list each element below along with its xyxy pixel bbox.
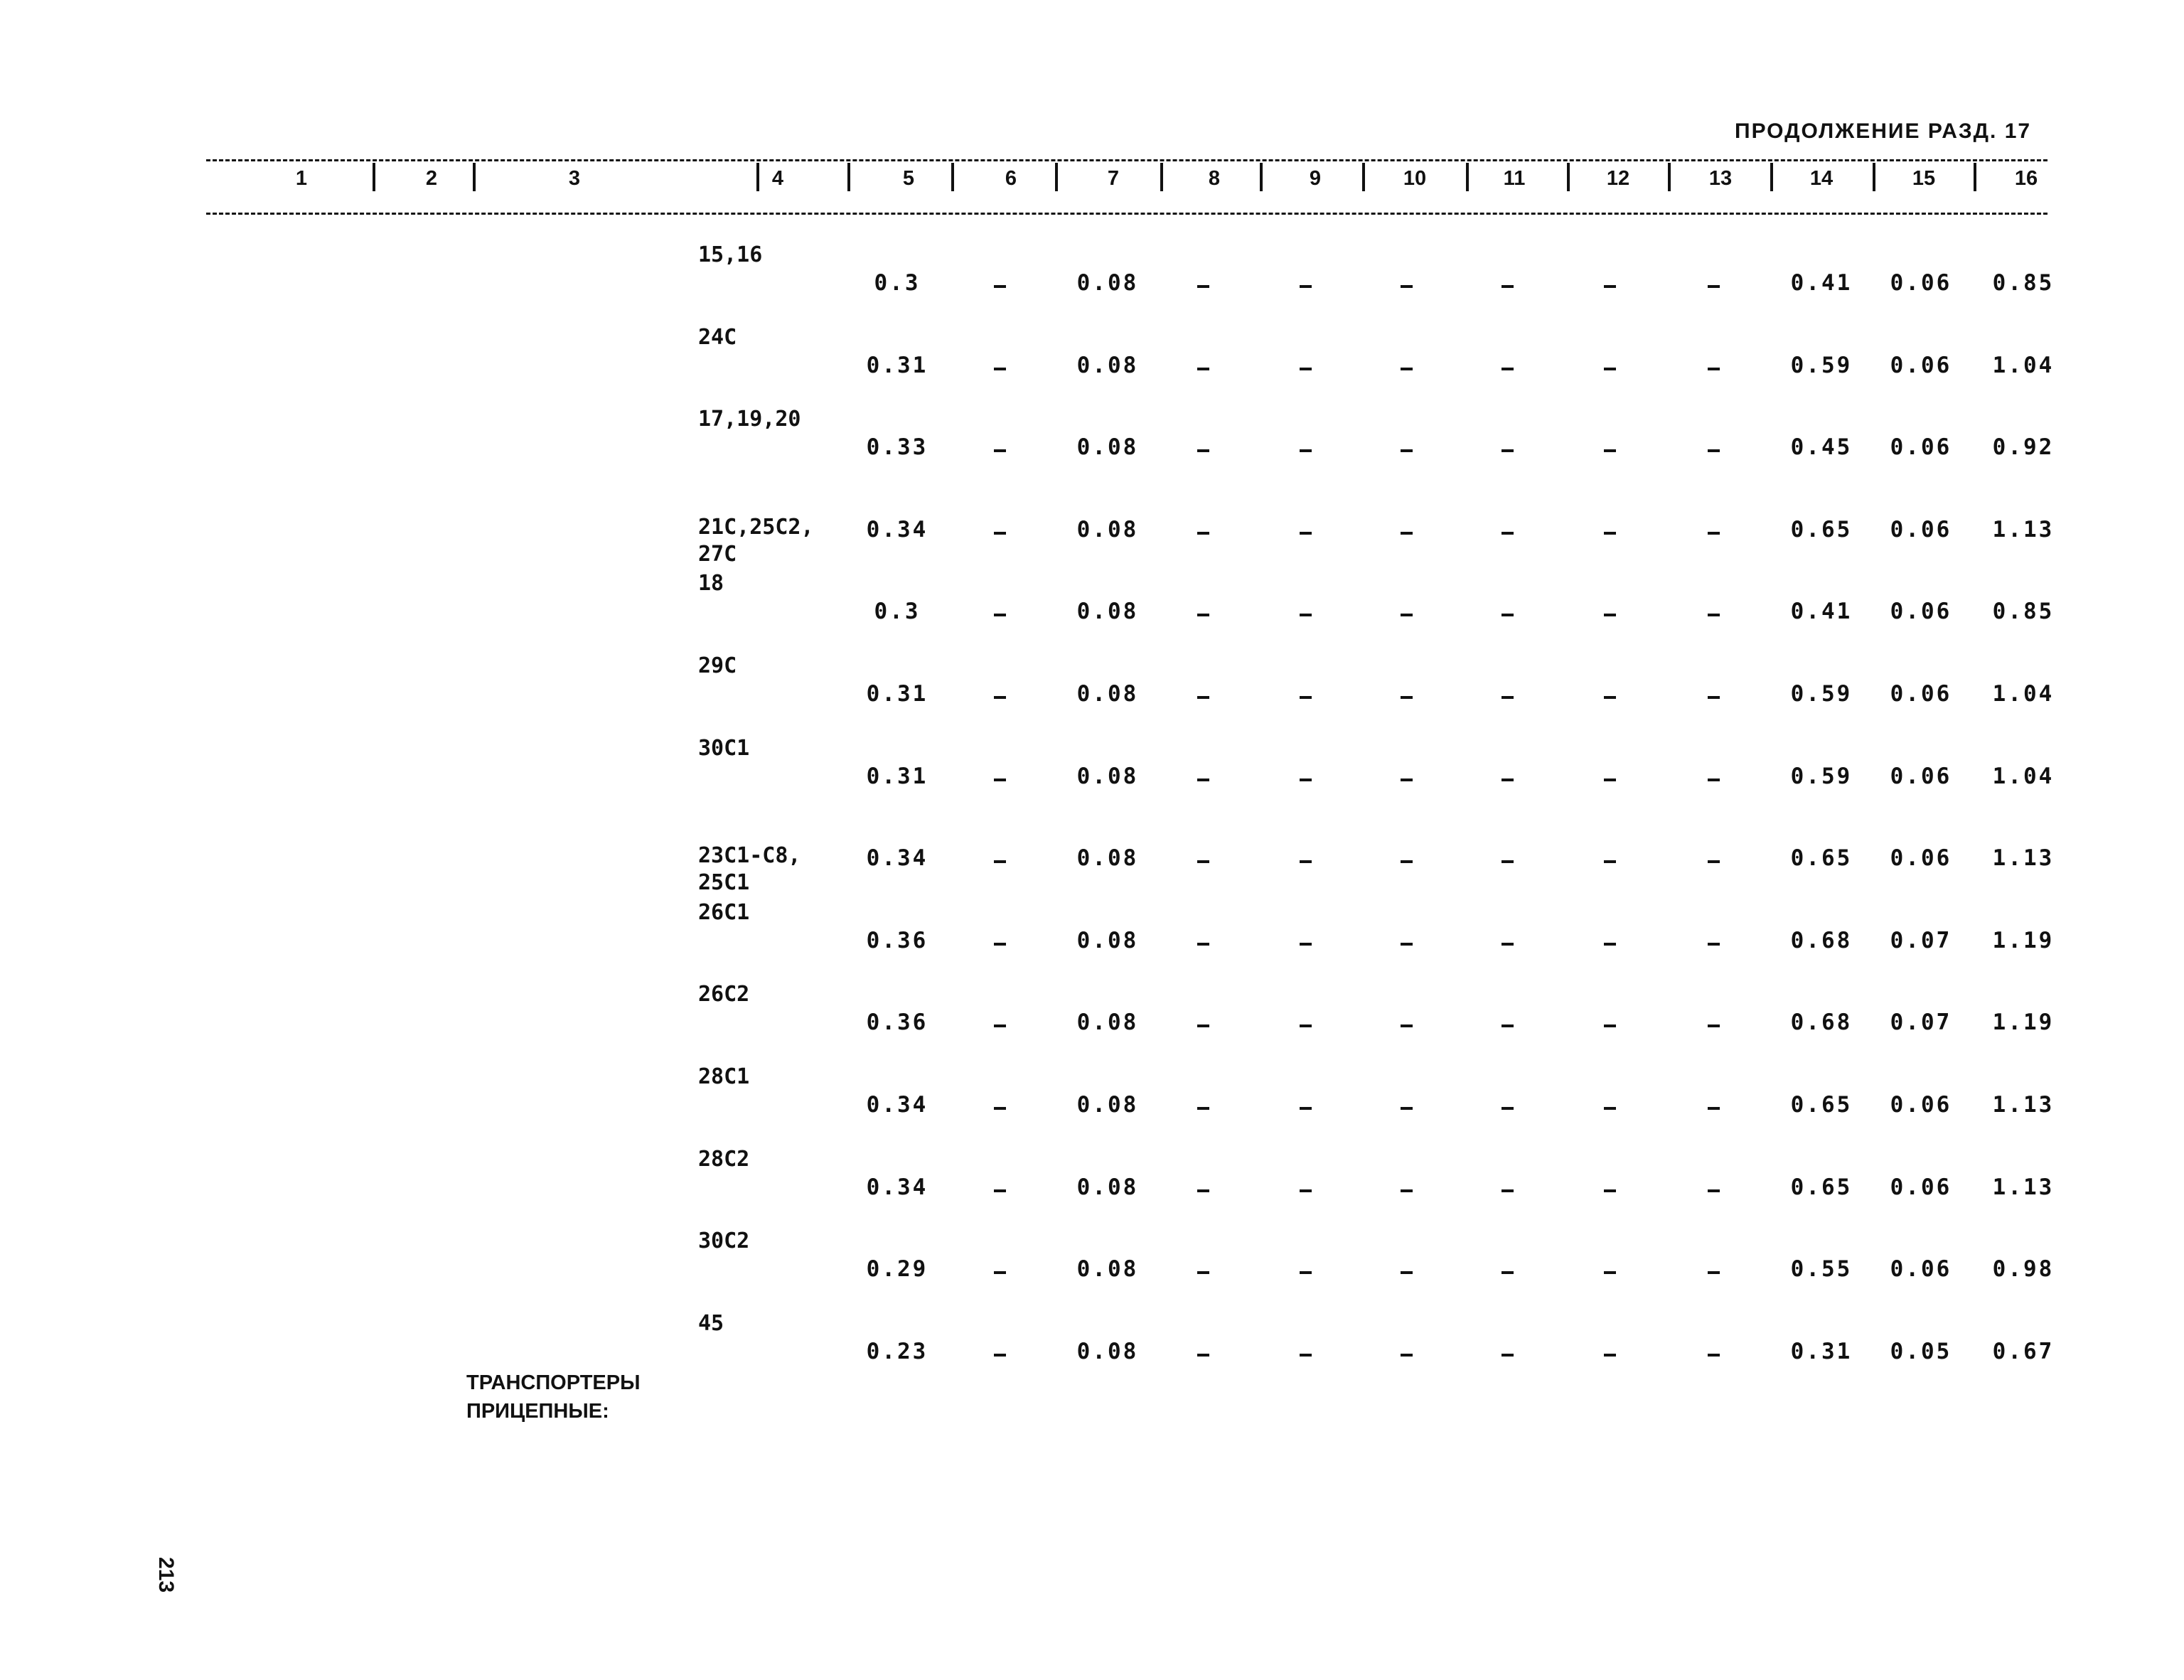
empty-value-dash — [1197, 1271, 1209, 1274]
value-cell: 0.31 — [866, 763, 928, 789]
empty-value-dash — [1708, 614, 1720, 616]
empty-value-dash — [1604, 1024, 1616, 1027]
empty-value-dash — [1401, 1024, 1413, 1027]
column-separator — [951, 163, 954, 191]
empty-value-dash — [1401, 860, 1413, 863]
column-header-11: 11 — [1503, 167, 1526, 190]
value-cell: 0.31 — [866, 681, 928, 707]
value-cell: 0.06 — [1890, 1256, 1952, 1283]
empty-value-dash — [1604, 779, 1616, 781]
value-cell: 0.41 — [1790, 270, 1853, 296]
empty-value-dash — [1197, 860, 1209, 863]
value-cell: 0.55 — [1790, 1256, 1853, 1283]
empty-value-dash — [1604, 368, 1616, 370]
empty-value-dash — [1708, 1024, 1720, 1027]
empty-value-dash — [1708, 368, 1720, 370]
empty-value-dash — [994, 285, 1006, 288]
column-separator — [1873, 163, 1875, 191]
empty-value-dash — [1401, 696, 1413, 699]
value-cell: 0.08 — [1076, 1092, 1139, 1118]
empty-value-dash — [1604, 614, 1616, 616]
value-cell: 0.06 — [1890, 1092, 1952, 1118]
value-cell: 0.06 — [1890, 763, 1952, 789]
value-cell: 0.36 — [866, 927, 928, 953]
empty-value-dash — [1708, 532, 1720, 535]
empty-value-dash — [1300, 1024, 1312, 1027]
row-label: 45 — [698, 1310, 724, 1336]
value-cell: 0.29 — [866, 1256, 928, 1283]
empty-value-dash — [1401, 943, 1413, 946]
value-cell: 0.92 — [1992, 434, 2055, 461]
empty-value-dash — [994, 1354, 1006, 1357]
empty-value-dash — [994, 943, 1006, 946]
empty-value-dash — [1300, 285, 1312, 288]
empty-value-dash — [1197, 449, 1209, 452]
empty-value-dash — [1708, 696, 1720, 699]
empty-value-dash — [994, 614, 1006, 616]
empty-value-dash — [1300, 696, 1312, 699]
value-cell: 0.08 — [1076, 681, 1139, 707]
column-separator — [473, 163, 476, 191]
column-separator — [847, 163, 850, 191]
row-label: 18 — [698, 571, 724, 596]
empty-value-dash — [994, 860, 1006, 863]
column-header-14: 14 — [1809, 167, 1834, 190]
value-cell: 0.07 — [1890, 927, 1952, 953]
value-cell: 0.08 — [1076, 763, 1139, 789]
empty-value-dash — [1401, 449, 1413, 452]
value-cell: 0.85 — [1992, 270, 2055, 296]
empty-value-dash — [1197, 779, 1209, 781]
empty-value-dash — [1708, 285, 1720, 288]
value-cell: 0.06 — [1890, 1174, 1952, 1200]
empty-value-dash — [1197, 614, 1209, 616]
empty-value-dash — [1300, 779, 1312, 781]
value-cell: 0.06 — [1890, 434, 1952, 461]
empty-value-dash — [1197, 696, 1209, 699]
empty-value-dash — [1708, 1354, 1720, 1357]
column-separator — [1668, 163, 1671, 191]
value-cell: 0.68 — [1790, 1010, 1853, 1036]
row-label: 30С1 — [698, 735, 750, 761]
empty-value-dash — [1300, 1189, 1312, 1192]
empty-value-dash — [1604, 696, 1616, 699]
column-header-12: 12 — [1606, 167, 1630, 190]
row-label: 28С2 — [698, 1146, 750, 1172]
value-cell: 0.05 — [1890, 1338, 1952, 1364]
value-cell: 0.23 — [866, 1338, 928, 1364]
row-label: 17,19,20 — [698, 407, 801, 432]
row-label: 26С1 — [698, 899, 750, 925]
column-header-8: 8 — [1208, 167, 1221, 190]
row-label: 24С — [698, 324, 737, 350]
row-label: 21С,25С2, 27С — [698, 514, 814, 567]
empty-value-dash — [1197, 285, 1209, 288]
empty-value-dash — [1502, 943, 1514, 946]
empty-value-dash — [1502, 532, 1514, 535]
value-cell: 0.67 — [1992, 1338, 2055, 1364]
empty-value-dash — [1502, 449, 1514, 452]
column-separator — [373, 163, 375, 191]
page-number: 213 — [154, 1557, 178, 1593]
empty-value-dash — [1502, 696, 1514, 699]
empty-value-dash — [1604, 532, 1616, 535]
empty-value-dash — [1401, 368, 1413, 370]
column-header-7: 7 — [1107, 167, 1120, 190]
column-separator — [1160, 163, 1163, 191]
empty-value-dash — [1300, 532, 1312, 535]
value-cell: 0.08 — [1076, 270, 1139, 296]
value-cell: 0.08 — [1076, 1338, 1139, 1364]
value-cell: 0.45 — [1790, 434, 1853, 461]
empty-value-dash — [1300, 1271, 1312, 1274]
value-cell: 0.98 — [1992, 1256, 2055, 1283]
empty-value-dash — [1604, 860, 1616, 863]
empty-value-dash — [994, 1024, 1006, 1027]
column-header-15: 15 — [1912, 167, 1936, 190]
empty-value-dash — [1502, 1271, 1514, 1274]
value-cell: 1.19 — [1992, 927, 2055, 953]
value-cell: 0.08 — [1076, 1010, 1139, 1036]
empty-value-dash — [1197, 1354, 1209, 1357]
empty-value-dash — [994, 779, 1006, 781]
value-cell: 0.08 — [1076, 434, 1139, 461]
category-label: ТРАНСПОРТЕРЫ ПРИЦЕПНЫЕ: — [466, 1371, 641, 1423]
value-cell: 1.13 — [1992, 845, 2055, 872]
value-cell: 1.04 — [1992, 681, 2055, 707]
empty-value-dash — [1604, 943, 1616, 946]
column-header-5: 5 — [902, 167, 915, 190]
column-header-9: 9 — [1309, 167, 1322, 190]
value-cell: 1.13 — [1992, 1092, 2055, 1118]
row-label: 15,16 — [698, 242, 763, 267]
empty-value-dash — [1708, 1271, 1720, 1274]
value-cell: 0.3 — [874, 599, 921, 625]
row-label: 30С2 — [698, 1229, 750, 1254]
empty-value-dash — [1502, 368, 1514, 370]
column-header-3: 3 — [568, 167, 581, 190]
empty-value-dash — [1197, 1189, 1209, 1192]
empty-value-dash — [1604, 1189, 1616, 1192]
value-cell: 0.33 — [866, 434, 928, 461]
empty-value-dash — [1197, 943, 1209, 946]
empty-value-dash — [1502, 860, 1514, 863]
empty-value-dash — [1197, 532, 1209, 535]
empty-value-dash — [1708, 779, 1720, 781]
value-cell: 0.36 — [866, 1010, 928, 1036]
column-header-10: 10 — [1403, 167, 1427, 190]
value-cell: 0.3 — [874, 270, 921, 296]
value-cell: 0.59 — [1790, 681, 1853, 707]
value-cell: 0.08 — [1076, 927, 1139, 953]
empty-value-dash — [1300, 449, 1312, 452]
column-separator — [1567, 163, 1570, 191]
empty-value-dash — [994, 1189, 1006, 1192]
empty-value-dash — [1502, 1024, 1514, 1027]
column-header-16: 16 — [2014, 167, 2038, 190]
empty-value-dash — [1300, 860, 1312, 863]
empty-value-dash — [1300, 943, 1312, 946]
column-separator — [1260, 163, 1263, 191]
empty-value-dash — [994, 368, 1006, 370]
column-header-row — [0, 167, 2184, 203]
value-cell: 0.65 — [1790, 1174, 1853, 1200]
value-cell: 0.65 — [1790, 845, 1853, 872]
empty-value-dash — [1708, 449, 1720, 452]
value-cell: 0.07 — [1890, 1010, 1952, 1036]
column-separator — [1770, 163, 1773, 191]
empty-value-dash — [1300, 614, 1312, 616]
column-header-13: 13 — [1708, 167, 1733, 190]
empty-value-dash — [1708, 1189, 1720, 1192]
value-cell: 0.31 — [866, 352, 928, 378]
empty-value-dash — [1604, 449, 1616, 452]
column-header-4: 4 — [771, 167, 784, 190]
empty-value-dash — [1401, 1354, 1413, 1357]
row-label: 28С1 — [698, 1064, 750, 1089]
value-cell: 0.08 — [1076, 845, 1139, 872]
value-cell: 0.06 — [1890, 516, 1952, 542]
row-label: 23С1-С8, 25С1 — [698, 843, 801, 896]
value-cell: 0.31 — [1790, 1338, 1853, 1364]
value-cell: 0.34 — [866, 516, 928, 542]
empty-value-dash — [994, 532, 1006, 535]
header-top-rule — [206, 159, 2048, 161]
column-separator — [1055, 163, 1058, 191]
empty-value-dash — [1401, 614, 1413, 616]
empty-value-dash — [1300, 1107, 1312, 1110]
value-cell: 0.06 — [1890, 681, 1952, 707]
value-cell: 1.19 — [1992, 1010, 2055, 1036]
value-cell: 0.85 — [1992, 599, 2055, 625]
value-cell: 1.13 — [1992, 1174, 2055, 1200]
empty-value-dash — [1708, 860, 1720, 863]
row-label: 26С2 — [698, 982, 750, 1007]
value-cell: 0.41 — [1790, 599, 1853, 625]
empty-value-dash — [1401, 1189, 1413, 1192]
value-cell: 0.34 — [866, 845, 928, 872]
value-cell: 1.04 — [1992, 763, 2055, 789]
empty-value-dash — [1197, 368, 1209, 370]
empty-value-dash — [1604, 1354, 1616, 1357]
value-cell: 0.65 — [1790, 1092, 1853, 1118]
column-header-6: 6 — [1005, 167, 1017, 190]
column-header-2: 2 — [425, 167, 438, 190]
continuation-title: ПРОДОЛЖЕНИЕ РАЗД. 17 — [1735, 119, 2032, 143]
value-cell: 1.04 — [1992, 352, 2055, 378]
value-cell: 0.08 — [1076, 516, 1139, 542]
value-cell: 0.08 — [1076, 352, 1139, 378]
empty-value-dash — [1502, 614, 1514, 616]
empty-value-dash — [1604, 285, 1616, 288]
column-separator — [1466, 163, 1469, 191]
empty-value-dash — [994, 449, 1006, 452]
value-cell: 0.08 — [1076, 599, 1139, 625]
empty-value-dash — [994, 1107, 1006, 1110]
value-cell: 0.65 — [1790, 516, 1853, 542]
empty-value-dash — [994, 1271, 1006, 1274]
value-cell: 0.08 — [1076, 1174, 1139, 1200]
value-cell: 0.68 — [1790, 927, 1853, 953]
row-label: 29С — [698, 653, 737, 678]
empty-value-dash — [1502, 1189, 1514, 1192]
empty-value-dash — [1300, 1354, 1312, 1357]
empty-value-dash — [1502, 1107, 1514, 1110]
empty-value-dash — [1502, 779, 1514, 781]
header-bottom-rule — [206, 213, 2048, 215]
empty-value-dash — [1604, 1271, 1616, 1274]
empty-value-dash — [1502, 285, 1514, 288]
empty-value-dash — [1401, 779, 1413, 781]
value-cell: 0.06 — [1890, 845, 1952, 872]
empty-value-dash — [1401, 532, 1413, 535]
empty-value-dash — [1300, 368, 1312, 370]
column-header-1: 1 — [295, 167, 308, 190]
empty-value-dash — [1604, 1107, 1616, 1110]
empty-value-dash — [1708, 1107, 1720, 1110]
column-separator — [1362, 163, 1365, 191]
empty-value-dash — [1401, 1107, 1413, 1110]
value-cell: 0.06 — [1890, 270, 1952, 296]
value-cell: 0.06 — [1890, 352, 1952, 378]
value-cell: 0.08 — [1076, 1256, 1139, 1283]
empty-value-dash — [1502, 1354, 1514, 1357]
column-separator — [1974, 163, 1976, 191]
value-cell: 0.34 — [866, 1174, 928, 1200]
empty-value-dash — [1708, 943, 1720, 946]
empty-value-dash — [1401, 1271, 1413, 1274]
value-cell: 0.06 — [1890, 599, 1952, 625]
empty-value-dash — [1197, 1107, 1209, 1110]
value-cell: 0.34 — [866, 1092, 928, 1118]
empty-value-dash — [994, 696, 1006, 699]
empty-value-dash — [1197, 1024, 1209, 1027]
value-cell: 0.59 — [1790, 352, 1853, 378]
empty-value-dash — [1401, 285, 1413, 288]
value-cell: 1.13 — [1992, 516, 2055, 542]
value-cell: 0.59 — [1790, 763, 1853, 789]
column-separator — [756, 163, 759, 191]
